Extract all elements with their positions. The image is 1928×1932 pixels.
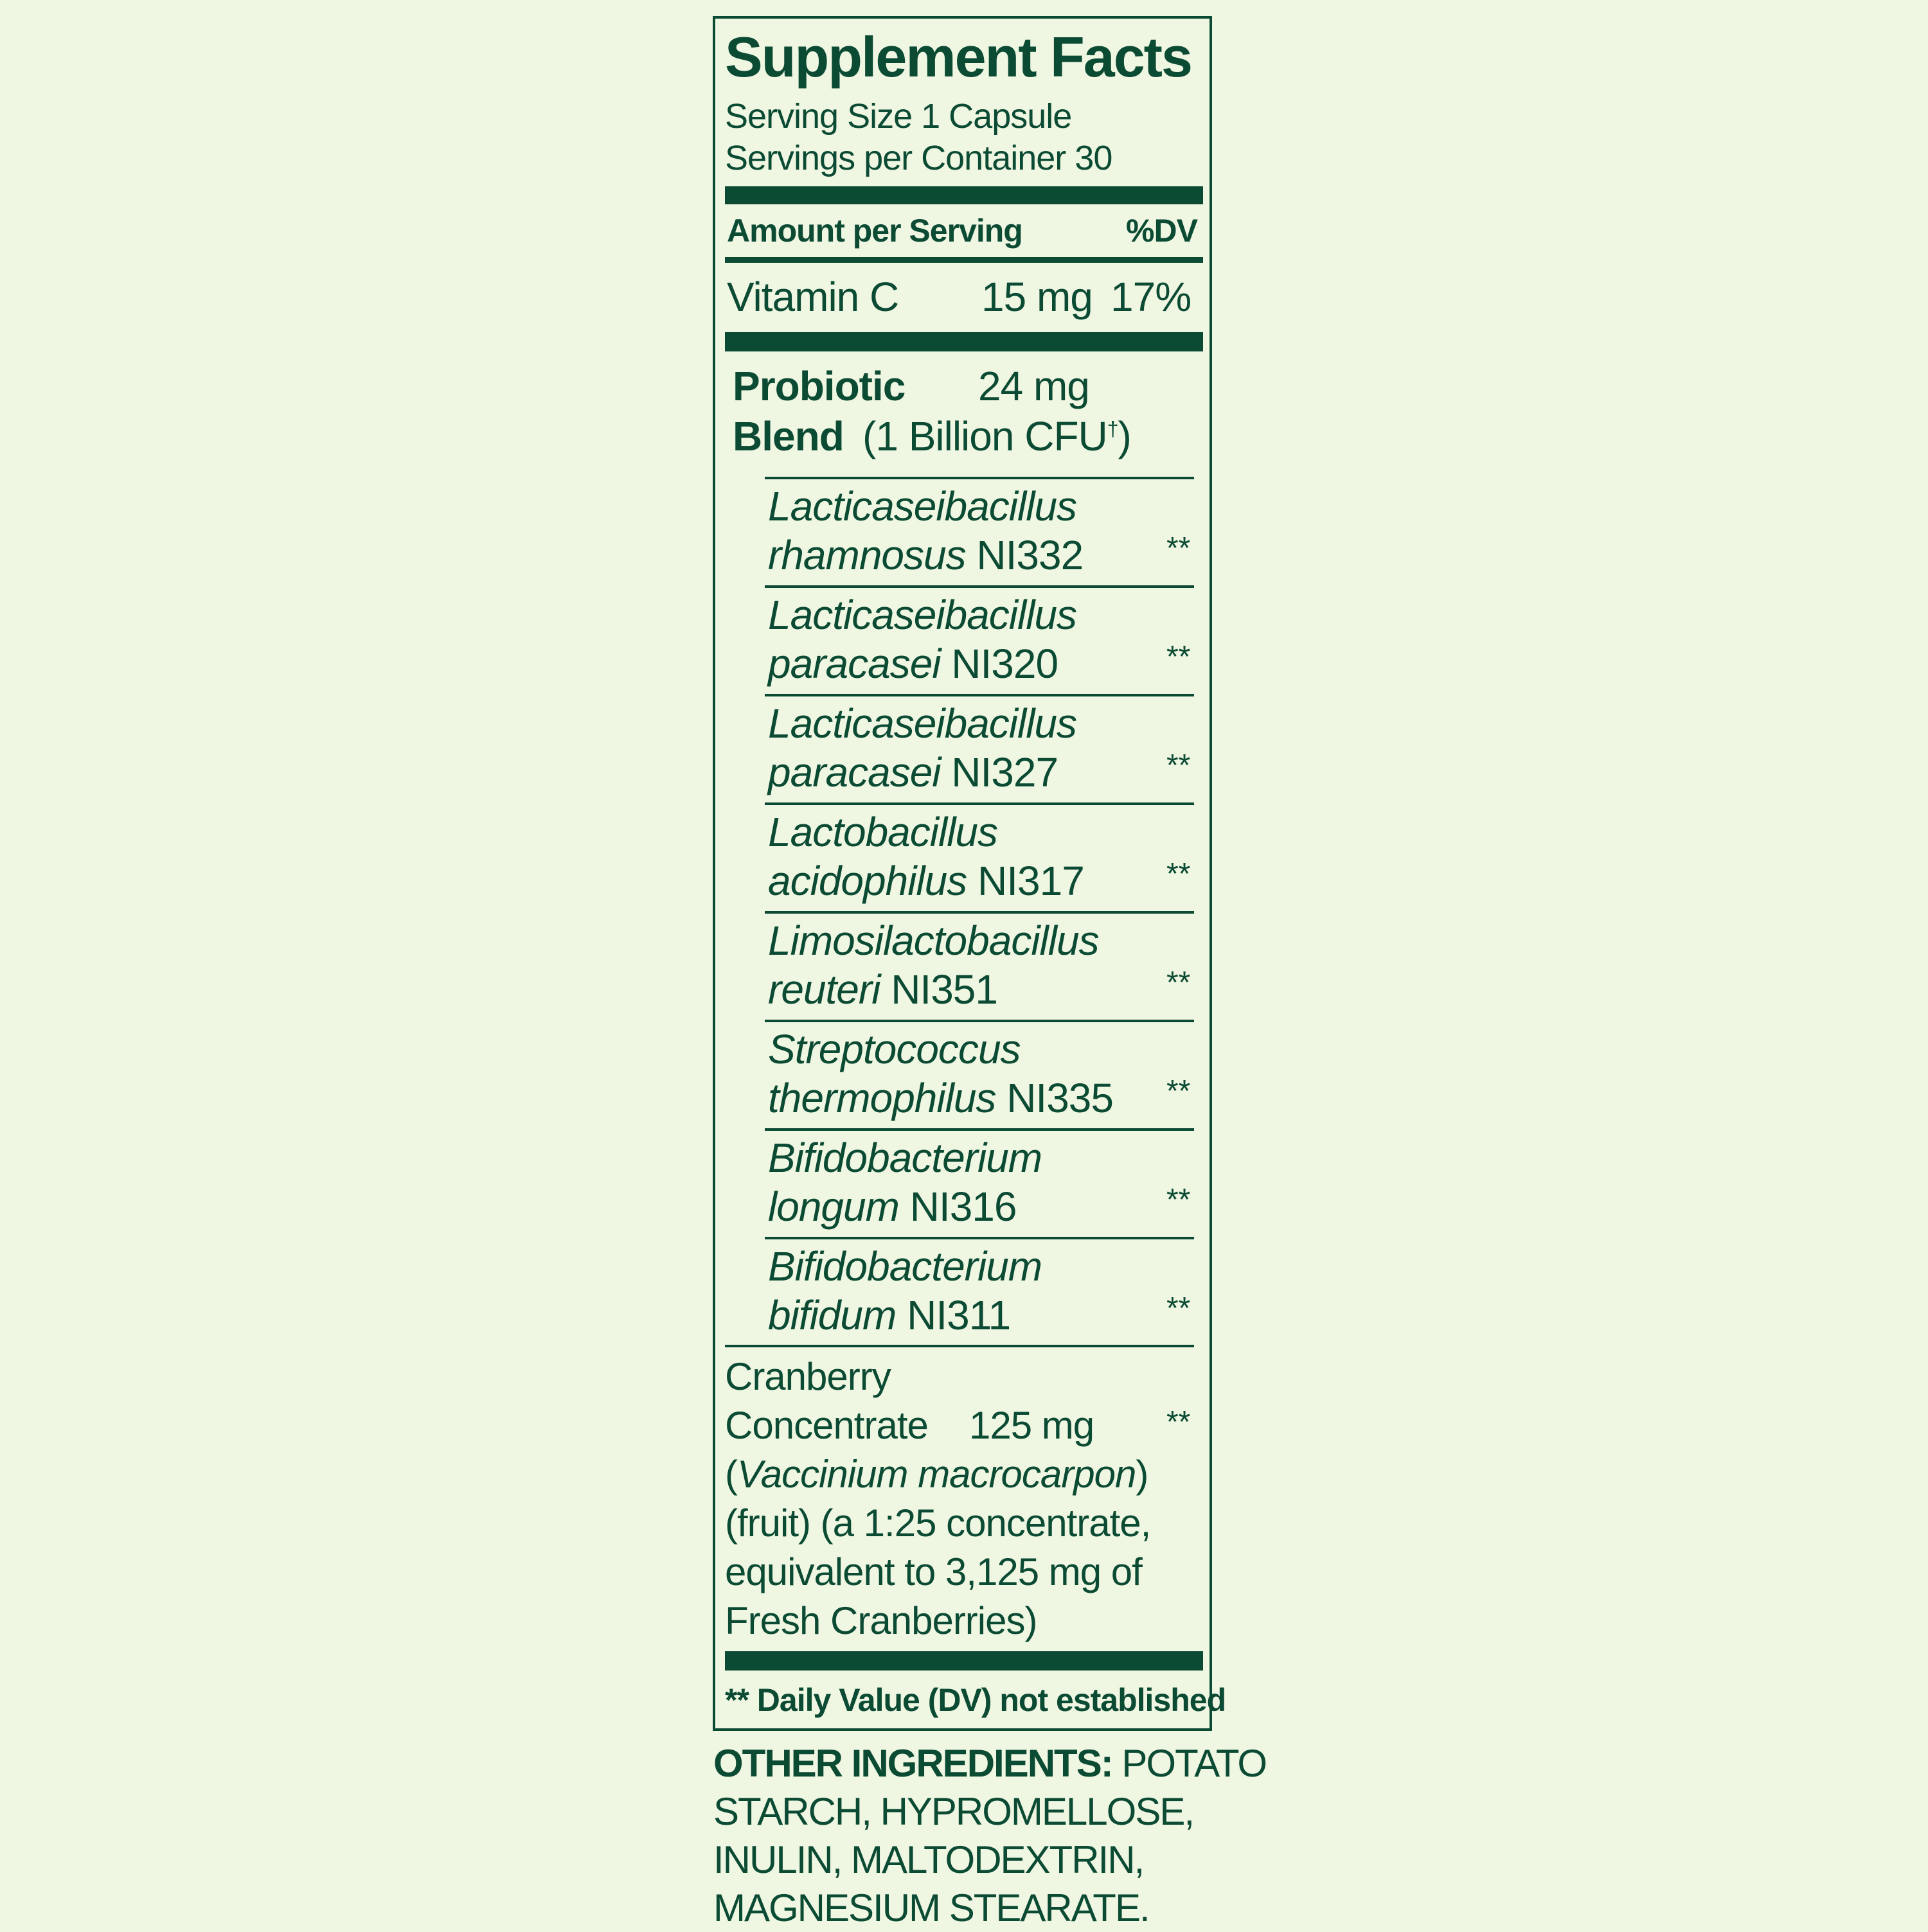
dv-footnote: ** Daily Value (DV) not established	[725, 1682, 1226, 1718]
cranberry-latin-name: (Vaccinium macrocarpon)	[725, 1453, 1148, 1496]
strain-dv: **	[1166, 1291, 1191, 1325]
strain-dv: **	[1166, 1183, 1191, 1217]
strain-dv: **	[1166, 531, 1191, 565]
strain-code: NI316	[909, 1183, 1017, 1230]
strain-code: NI327	[951, 749, 1058, 795]
cranberry-amount: 125 mg	[969, 1404, 1094, 1447]
strain-row	[768, 916, 1099, 1014]
thick-divider	[725, 186, 1203, 204]
strain-species: paracasei	[768, 641, 941, 687]
row-divider	[765, 1237, 1194, 1239]
thick-divider	[725, 332, 1203, 351]
strain-dv: **	[1166, 857, 1191, 891]
cranberry-dv: **	[1166, 1405, 1191, 1439]
row-divider	[765, 802, 1194, 805]
strain-code: NI332	[976, 532, 1084, 578]
strain-code: NI351	[891, 966, 997, 1013]
serving-size: Serving Size 1 Capsule	[725, 97, 1072, 136]
probiotic-blend-name-line2: Blend	[733, 413, 844, 459]
medium-divider	[725, 257, 1203, 263]
strain-genus: Streptococcus	[768, 1026, 1021, 1072]
other-ingredients-label: OTHER INGREDIENTS:	[713, 1742, 1112, 1785]
strain-code: NI335	[1006, 1075, 1113, 1121]
row-divider	[765, 585, 1194, 588]
strain-species: rhamnosus	[768, 532, 966, 578]
row-divider	[765, 911, 1194, 914]
strain-dv: **	[1166, 1074, 1191, 1108]
dv-header: %DV	[1126, 213, 1197, 249]
strain-genus: Bifidobacterium	[768, 1135, 1042, 1181]
probiotic-blend-amount: 24 mg	[978, 363, 1089, 409]
vitamin-c-dv: 17%	[1111, 274, 1192, 320]
servings-per-container: Servings per Container 30	[725, 139, 1112, 177]
strain-species: bifidum	[768, 1292, 897, 1338]
strain-code: NI311	[907, 1292, 1011, 1338]
row-divider	[725, 1345, 1194, 1347]
strain-dv: **	[1166, 966, 1191, 1000]
strain-genus: Lacticaseibacillus	[768, 592, 1077, 638]
row-divider	[765, 694, 1194, 696]
row-divider	[765, 477, 1194, 479]
strain-genus: Lacticaseibacillus	[768, 700, 1077, 747]
row-divider	[765, 1020, 1194, 1022]
other-ingredients	[713, 1739, 1266, 1932]
strain-code: NI320	[951, 641, 1058, 687]
strain-row	[768, 808, 1084, 905]
strain-dv: **	[1166, 749, 1191, 783]
strain-genus: Lacticaseibacillus	[768, 483, 1077, 529]
strain-row	[768, 482, 1083, 580]
strain-row	[768, 1242, 1042, 1340]
cranberry-description: (fruit) (a 1:25 concentrate, equivalent to 3,125 mg of Fresh Cranberries)	[725, 1502, 1151, 1642]
strain-code: NI317	[977, 858, 1084, 904]
cranberry-name: Cranberry	[725, 1355, 891, 1398]
other-ingredients-list: POTATO STARCH, HYPROMELLOSE, INULIN, MALTODEXTRIN, MAGNESIUM STEARATE.	[713, 1742, 1267, 1929]
strain-dv: **	[1166, 640, 1191, 674]
strain-species: acidophilus	[768, 858, 967, 904]
strain-row	[768, 1133, 1042, 1231]
probiotic-blend-cfu: (1 Billion CFU†)	[862, 413, 1131, 459]
strain-row	[768, 699, 1076, 797]
panel-title: Supplement Facts	[725, 25, 1192, 89]
strain-genus: Lactobacillus	[768, 809, 997, 855]
row-divider	[765, 1128, 1194, 1131]
vitamin-c-name: Vitamin C	[727, 274, 899, 320]
strain-row	[768, 1025, 1113, 1122]
strain-species: thermophilus	[768, 1075, 996, 1121]
strain-row	[768, 590, 1076, 688]
thick-divider	[725, 1651, 1203, 1671]
strain-species: reuteri	[768, 966, 880, 1013]
strain-genus: Bifidobacterium	[768, 1243, 1042, 1289]
amount-per-serving-header: Amount per Serving	[727, 213, 1022, 249]
strain-species: longum	[768, 1183, 899, 1230]
probiotic-blend-name: Probiotic	[733, 363, 906, 409]
strain-species: paracasei	[768, 749, 941, 795]
cranberry-name-line2: Concentrate	[725, 1404, 928, 1447]
vitamin-c-amount: 15 mg	[981, 274, 1093, 320]
strain-genus: Limosilactobacillus	[768, 917, 1099, 964]
